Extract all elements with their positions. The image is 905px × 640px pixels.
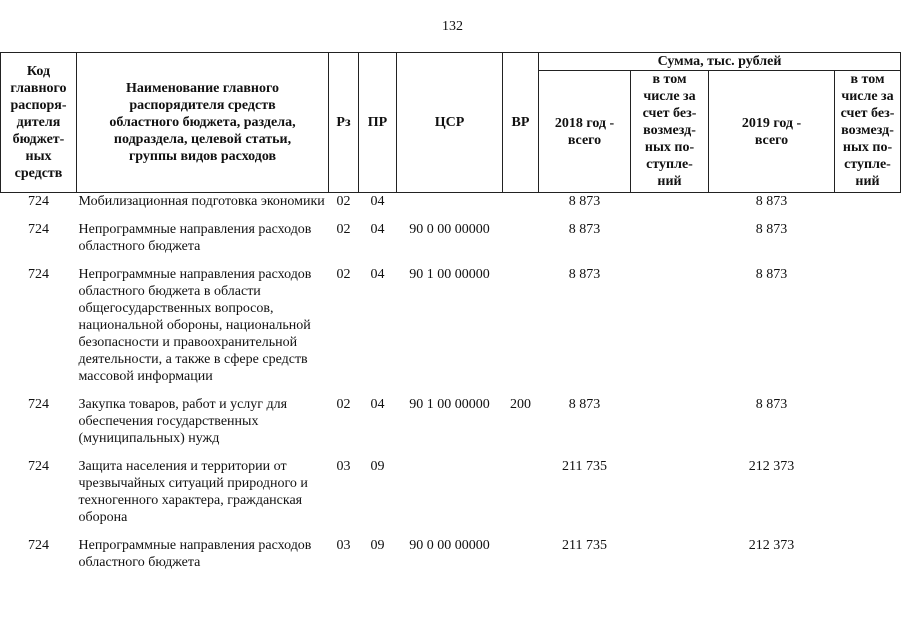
cell-sum-2019: 8 873 [755,267,788,282]
cell-code: 724 [28,194,49,209]
header-2019-total: 2019 год - всего [709,71,835,193]
cell-rz: 02 [336,397,351,412]
table-row [1,458,901,537]
header-csr: ЦСР [397,53,503,193]
cell-sum-2019: 8 873 [755,222,788,237]
cell-name: Защита населения и территории от чрезвычайных ситуаций природного и техногенного характера, гражданская оборона [78,459,308,525]
cell-sum-2018: 8 873 [568,222,601,237]
cell-vr: 200 [510,397,531,412]
cell-pr: 04 [370,222,385,237]
cell-gratuitous-2019 [835,193,901,222]
table-row [1,537,901,582]
cell-gratuitous-2019 [835,396,901,458]
cell-vr [503,266,539,396]
budget-table [0,52,901,582]
cell-code: 724 [28,538,49,553]
cell-csr: 90 1 00 00000 [409,397,490,412]
cell-pr: 09 [370,538,385,553]
cell-vr [503,193,539,222]
cell-code: 724 [28,267,49,282]
table-row [1,193,901,222]
cell-sum-2019: 212 373 [748,538,795,553]
header-rz: Рз [329,53,359,193]
cell-sum-2018: 8 873 [568,194,601,209]
cell-gratuitous-2019 [835,537,901,582]
cell-csr [397,193,503,222]
table-row [1,396,901,458]
table-header [1,53,901,193]
cell-gratuitous-2018 [631,221,709,266]
header-vr: ВР [503,53,539,193]
cell-name: Непрограммные направления расходов областного бюджета [78,222,312,254]
cell-gratuitous-2019 [835,458,901,537]
cell-vr [503,221,539,266]
page-number: 132 [442,19,463,34]
cell-sum-2018: 8 873 [568,267,601,282]
header-2019-gratuitous: в том числе за счет без- возмезд- ных по- ступле- ний [835,71,901,193]
cell-vr [503,458,539,537]
cell-name: Мобилизационная подготовка экономики [78,194,325,209]
header-2018-total: 2018 год - всего [539,71,631,193]
cell-name: Закупка товаров, работ и услуг для обеспечения государственных (муниципальных) нужд [78,397,288,446]
header-sum-group: Сумма, тыс. рублей [539,53,901,71]
cell-code: 724 [28,459,49,474]
cell-rz: 02 [336,267,351,282]
cell-gratuitous-2018 [631,396,709,458]
cell-gratuitous-2019 [835,266,901,396]
cell-sum-2018: 211 735 [562,459,607,474]
header-code: Код главного распоря- дителя бюджет- ных средств [1,53,77,193]
header-2018-gratuitous: в том числе за счет без- возмезд- ных по- ступле- ний [631,71,709,193]
cell-code: 724 [28,222,49,237]
cell-csr: 90 0 00 00000 [409,538,490,553]
cell-csr: 90 1 00 00000 [409,267,490,282]
cell-name: Непрограммные направления расходов областного бюджета [78,538,312,570]
header-pr: ПР [359,53,397,193]
cell-sum-2019: 8 873 [755,397,788,412]
header-name: Наименование главного распорядителя средств областного бюджета, раздела, подраздела, целевой статьи, группы видов расходов [77,53,329,193]
cell-gratuitous-2018 [631,458,709,537]
cell-rz: 03 [336,538,351,553]
cell-rz: 02 [336,194,351,209]
cell-csr: 90 0 00 00000 [409,222,490,237]
cell-code: 724 [28,397,49,412]
cell-rz: 02 [336,222,351,237]
cell-pr: 09 [370,459,385,474]
cell-csr [397,458,503,537]
cell-rz: 03 [336,459,351,474]
cell-gratuitous-2018 [631,266,709,396]
cell-pr: 04 [370,267,385,282]
cell-gratuitous-2018 [631,537,709,582]
table-body [1,193,901,583]
cell-gratuitous-2018 [631,193,709,222]
table-row [1,266,901,396]
cell-pr: 04 [370,397,385,412]
cell-sum-2018: 211 735 [562,538,607,553]
cell-name: Непрограммные направления расходов областного бюджета в области общегосударственных вопросов, национальной обороны, национальной безопасности и правоохранительной деятельности, а также в сфере средств массовой информации [78,267,312,384]
table-row [1,221,901,266]
cell-sum-2019: 8 873 [755,194,788,209]
cell-sum-2018: 8 873 [568,397,601,412]
cell-pr: 04 [370,194,385,209]
cell-gratuitous-2019 [835,221,901,266]
cell-sum-2019: 212 373 [748,459,795,474]
cell-vr [503,537,539,582]
